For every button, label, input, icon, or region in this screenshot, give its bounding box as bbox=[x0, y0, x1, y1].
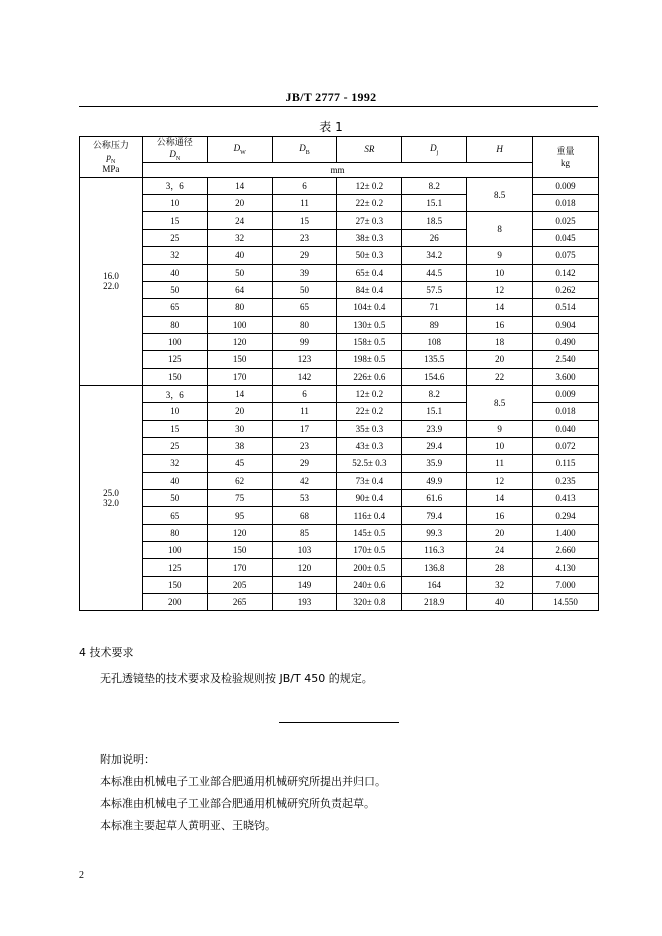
cell-dn: 150 bbox=[142, 576, 207, 593]
cell-weight: 2.540 bbox=[533, 351, 599, 368]
cell-db: 80 bbox=[272, 316, 337, 333]
cell-dw: 14 bbox=[207, 177, 272, 194]
lens-gasket-dimension-table bbox=[79, 136, 599, 611]
cell-h: 22 bbox=[467, 368, 533, 385]
table-row bbox=[80, 247, 599, 264]
cell-weight: 0.009 bbox=[533, 177, 599, 194]
cell-weight: 0.040 bbox=[533, 420, 599, 437]
cell-h: 9 bbox=[467, 420, 533, 437]
cell-dn: 25 bbox=[142, 437, 207, 454]
cell-dj: 29.4 bbox=[402, 437, 467, 454]
cell-sr: 158± 0.5 bbox=[337, 333, 402, 350]
cell-dn: 40 bbox=[142, 264, 207, 281]
cell-dj: 23.9 bbox=[402, 420, 467, 437]
cell-sr: 170± 0.5 bbox=[337, 542, 402, 559]
cell-db: 29 bbox=[272, 247, 337, 264]
cell-dn: 50 bbox=[142, 489, 207, 506]
section-4-body: 无孔透镜垫的技术要求及检验规则按 JB/T 450 的规定。 bbox=[100, 672, 373, 685]
cell-h: 10 bbox=[467, 437, 533, 454]
cell-dn: 10 bbox=[142, 195, 207, 212]
cell-db: 6 bbox=[272, 177, 337, 194]
notes-title: 附加说明： bbox=[100, 753, 155, 766]
cell-h: 40 bbox=[467, 594, 533, 611]
cell-weight: 14.550 bbox=[533, 594, 599, 611]
cell-weight: 0.262 bbox=[533, 281, 599, 298]
header-sr: SR bbox=[337, 137, 402, 163]
cell-h: 24 bbox=[467, 542, 533, 559]
cell-dn: 3，6 bbox=[142, 177, 207, 194]
cell-dn: 10 bbox=[142, 403, 207, 420]
cell-h: 20 bbox=[467, 524, 533, 541]
cell-dw: 32 bbox=[207, 229, 272, 246]
section-4-heading: 4 技术要求 bbox=[79, 646, 134, 659]
cell-weight: 0.025 bbox=[533, 212, 599, 229]
table-row bbox=[80, 489, 599, 506]
table-row bbox=[80, 316, 599, 333]
cell-h: 12 bbox=[467, 472, 533, 489]
cell-dn: 100 bbox=[142, 333, 207, 350]
cell-dn: 100 bbox=[142, 542, 207, 559]
cell-dn: 50 bbox=[142, 281, 207, 298]
cell-weight: 2.660 bbox=[533, 542, 599, 559]
cell-sr: 200± 0.5 bbox=[337, 559, 402, 576]
cell-sr: 22± 0.2 bbox=[337, 403, 402, 420]
pressure-cell: 25.0 32.0 bbox=[80, 385, 143, 610]
cell-h: 14 bbox=[467, 489, 533, 506]
cell-h: 11 bbox=[467, 455, 533, 472]
cell-db: 39 bbox=[272, 264, 337, 281]
cell-db: 103 bbox=[272, 542, 337, 559]
cell-sr: 50± 0.3 bbox=[337, 247, 402, 264]
header-dj: $D_j$ bbox=[402, 137, 467, 163]
cell-weight: 0.904 bbox=[533, 316, 599, 333]
cell-sr: 240± 0.6 bbox=[337, 576, 402, 593]
cell-dj: 99.3 bbox=[402, 524, 467, 541]
cell-dn: 65 bbox=[142, 299, 207, 316]
cell-dw: 95 bbox=[207, 507, 272, 524]
cell-dw: 30 bbox=[207, 420, 272, 437]
table-row bbox=[80, 368, 599, 385]
cell-weight: 7.000 bbox=[533, 576, 599, 593]
cell-db: 15 bbox=[272, 212, 337, 229]
cell-sr: 43± 0.3 bbox=[337, 437, 402, 454]
cell-db: 11 bbox=[272, 195, 337, 212]
cell-sr: 52.5± 0.3 bbox=[337, 455, 402, 472]
cell-dw: 150 bbox=[207, 542, 272, 559]
header-nominal-pressure: 公称压力 $p_N$ MPa bbox=[80, 137, 143, 178]
cell-dj: 71 bbox=[402, 299, 467, 316]
cell-dj: 89 bbox=[402, 316, 467, 333]
cell-db: 123 bbox=[272, 351, 337, 368]
notes-divider bbox=[279, 722, 399, 723]
cell-weight: 1.400 bbox=[533, 524, 599, 541]
cell-h: 9 bbox=[467, 247, 533, 264]
cell-db: 23 bbox=[272, 437, 337, 454]
cell-dn: 15 bbox=[142, 212, 207, 229]
cell-dn: 32 bbox=[142, 455, 207, 472]
cell-h: 16 bbox=[467, 316, 533, 333]
table-row bbox=[80, 437, 599, 454]
pressure-cell: 16.0 22.0 bbox=[80, 177, 143, 385]
cell-dj: 108 bbox=[402, 333, 467, 350]
cell-h: 12 bbox=[467, 281, 533, 298]
cell-dn: 32 bbox=[142, 247, 207, 264]
cell-dj: 8.2 bbox=[402, 177, 467, 194]
cell-sr: 198± 0.5 bbox=[337, 351, 402, 368]
cell-dj: 15.1 bbox=[402, 403, 467, 420]
cell-dj: 61.6 bbox=[402, 489, 467, 506]
cell-db: 42 bbox=[272, 472, 337, 489]
cell-h: 8.5 bbox=[467, 177, 533, 212]
cell-sr: 90± 0.4 bbox=[337, 489, 402, 506]
table-row bbox=[80, 576, 599, 593]
header-weight: 重量 kg bbox=[533, 137, 599, 178]
table-row bbox=[80, 455, 599, 472]
cell-h: 8.5 bbox=[467, 385, 533, 420]
cell-sr: 65± 0.4 bbox=[337, 264, 402, 281]
cell-dw: 20 bbox=[207, 195, 272, 212]
cell-db: 17 bbox=[272, 420, 337, 437]
cell-dn: 125 bbox=[142, 559, 207, 576]
header-db: $D_B$ bbox=[272, 137, 337, 163]
cell-db: 65 bbox=[272, 299, 337, 316]
cell-h: 18 bbox=[467, 333, 533, 350]
cell-weight: 0.018 bbox=[533, 403, 599, 420]
header-h: H bbox=[467, 137, 533, 163]
table-row bbox=[80, 299, 599, 316]
table-row bbox=[80, 472, 599, 489]
table-row bbox=[80, 281, 599, 298]
cell-dw: 38 bbox=[207, 437, 272, 454]
cell-dw: 120 bbox=[207, 333, 272, 350]
cell-sr: 130± 0.5 bbox=[337, 316, 402, 333]
table-row bbox=[80, 212, 599, 229]
cell-dw: 40 bbox=[207, 247, 272, 264]
document-header-title: JB/T 2777 - 1992 bbox=[285, 90, 377, 104]
note-line: 本标准由机械电子工业部合肥通用机械研究所提出并归口。 bbox=[100, 775, 386, 788]
cell-sr: 12± 0.2 bbox=[337, 385, 402, 402]
cell-dj: 79.4 bbox=[402, 507, 467, 524]
cell-dw: 20 bbox=[207, 403, 272, 420]
table-row bbox=[80, 264, 599, 281]
cell-dj: 136.8 bbox=[402, 559, 467, 576]
cell-db: 193 bbox=[272, 594, 337, 611]
page-number: 2 bbox=[79, 870, 84, 881]
cell-dj: 135.5 bbox=[402, 351, 467, 368]
header-dw: $D_W$ bbox=[207, 137, 272, 163]
table-row bbox=[80, 351, 599, 368]
cell-db: 11 bbox=[272, 403, 337, 420]
cell-dw: 170 bbox=[207, 559, 272, 576]
cell-dw: 150 bbox=[207, 351, 272, 368]
cell-sr: 116± 0.4 bbox=[337, 507, 402, 524]
cell-dj: 8.2 bbox=[402, 385, 467, 402]
cell-dj: 164 bbox=[402, 576, 467, 593]
cell-dj: 18.5 bbox=[402, 212, 467, 229]
cell-dw: 170 bbox=[207, 368, 272, 385]
table-caption: 表 1 bbox=[319, 120, 343, 134]
header-nominal-diameter: 公称通径 $D_N$ bbox=[142, 137, 207, 163]
cell-sr: 104± 0.4 bbox=[337, 299, 402, 316]
cell-dw: 50 bbox=[207, 264, 272, 281]
cell-dw: 265 bbox=[207, 594, 272, 611]
cell-weight: 0.235 bbox=[533, 472, 599, 489]
table-row bbox=[80, 542, 599, 559]
table-row bbox=[80, 177, 599, 194]
cell-weight: 4.130 bbox=[533, 559, 599, 576]
cell-dn: 65 bbox=[142, 507, 207, 524]
cell-h: 8 bbox=[467, 212, 533, 247]
cell-sr: 38± 0.3 bbox=[337, 229, 402, 246]
cell-sr: 84± 0.4 bbox=[337, 281, 402, 298]
cell-dw: 24 bbox=[207, 212, 272, 229]
cell-db: 23 bbox=[272, 229, 337, 246]
cell-db: 149 bbox=[272, 576, 337, 593]
cell-dw: 80 bbox=[207, 299, 272, 316]
cell-weight: 0.072 bbox=[533, 437, 599, 454]
cell-dn: 3，6 bbox=[142, 385, 207, 402]
header-rule bbox=[79, 106, 598, 107]
cell-weight: 0.490 bbox=[533, 333, 599, 350]
cell-db: 6 bbox=[272, 385, 337, 402]
cell-weight: 0.413 bbox=[533, 489, 599, 506]
table-row bbox=[80, 507, 599, 524]
cell-sr: 35± 0.3 bbox=[337, 420, 402, 437]
cell-sr: 226± 0.6 bbox=[337, 368, 402, 385]
cell-db: 85 bbox=[272, 524, 337, 541]
cell-dw: 62 bbox=[207, 472, 272, 489]
table-row bbox=[80, 385, 599, 402]
cell-dw: 64 bbox=[207, 281, 272, 298]
cell-weight: 0.018 bbox=[533, 195, 599, 212]
cell-db: 50 bbox=[272, 281, 337, 298]
cell-dj: 218.9 bbox=[402, 594, 467, 611]
cell-weight: 0.045 bbox=[533, 229, 599, 246]
cell-dj: 26 bbox=[402, 229, 467, 246]
cell-dj: 154.6 bbox=[402, 368, 467, 385]
note-line: 本标准主要起草人黄明亚、王晓钧。 bbox=[100, 819, 276, 832]
cell-weight: 0.075 bbox=[533, 247, 599, 264]
cell-weight: 0.009 bbox=[533, 385, 599, 402]
cell-dj: 44.5 bbox=[402, 264, 467, 281]
cell-sr: 22± 0.2 bbox=[337, 195, 402, 212]
cell-weight: 0.115 bbox=[533, 455, 599, 472]
cell-h: 32 bbox=[467, 576, 533, 593]
cell-db: 29 bbox=[272, 455, 337, 472]
cell-dn: 80 bbox=[142, 524, 207, 541]
table-row bbox=[80, 559, 599, 576]
cell-dw: 75 bbox=[207, 489, 272, 506]
cell-dn: 200 bbox=[142, 594, 207, 611]
cell-db: 142 bbox=[272, 368, 337, 385]
cell-db: 120 bbox=[272, 559, 337, 576]
cell-dn: 15 bbox=[142, 420, 207, 437]
cell-dn: 150 bbox=[142, 368, 207, 385]
cell-dj: 49.9 bbox=[402, 472, 467, 489]
cell-sr: 145± 0.5 bbox=[337, 524, 402, 541]
cell-sr: 320± 0.8 bbox=[337, 594, 402, 611]
table-row bbox=[80, 524, 599, 541]
table-row bbox=[80, 333, 599, 350]
cell-h: 10 bbox=[467, 264, 533, 281]
cell-db: 68 bbox=[272, 507, 337, 524]
unit-mm: mm bbox=[142, 162, 532, 177]
cell-db: 99 bbox=[272, 333, 337, 350]
cell-sr: 73± 0.4 bbox=[337, 472, 402, 489]
cell-dj: 34.2 bbox=[402, 247, 467, 264]
cell-dw: 14 bbox=[207, 385, 272, 402]
cell-dw: 205 bbox=[207, 576, 272, 593]
cell-h: 20 bbox=[467, 351, 533, 368]
cell-sr: 27± 0.3 bbox=[337, 212, 402, 229]
cell-weight: 0.142 bbox=[533, 264, 599, 281]
table-row bbox=[80, 420, 599, 437]
cell-dj: 57.5 bbox=[402, 281, 467, 298]
cell-weight: 3.600 bbox=[533, 368, 599, 385]
cell-dw: 45 bbox=[207, 455, 272, 472]
table-row bbox=[80, 594, 599, 611]
cell-dw: 120 bbox=[207, 524, 272, 541]
cell-dw: 100 bbox=[207, 316, 272, 333]
cell-sr: 12± 0.2 bbox=[337, 177, 402, 194]
cell-weight: 0.514 bbox=[533, 299, 599, 316]
cell-db: 53 bbox=[272, 489, 337, 506]
cell-weight: 0.294 bbox=[533, 507, 599, 524]
cell-dn: 80 bbox=[142, 316, 207, 333]
cell-h: 28 bbox=[467, 559, 533, 576]
cell-dj: 116.3 bbox=[402, 542, 467, 559]
cell-h: 16 bbox=[467, 507, 533, 524]
cell-h: 14 bbox=[467, 299, 533, 316]
cell-dj: 35.9 bbox=[402, 455, 467, 472]
cell-dn: 125 bbox=[142, 351, 207, 368]
cell-dj: 15.1 bbox=[402, 195, 467, 212]
cell-dn: 40 bbox=[142, 472, 207, 489]
cell-dn: 25 bbox=[142, 229, 207, 246]
note-line: 本标准由机械电子工业部合肥通用机械研究所负责起草。 bbox=[100, 797, 375, 810]
